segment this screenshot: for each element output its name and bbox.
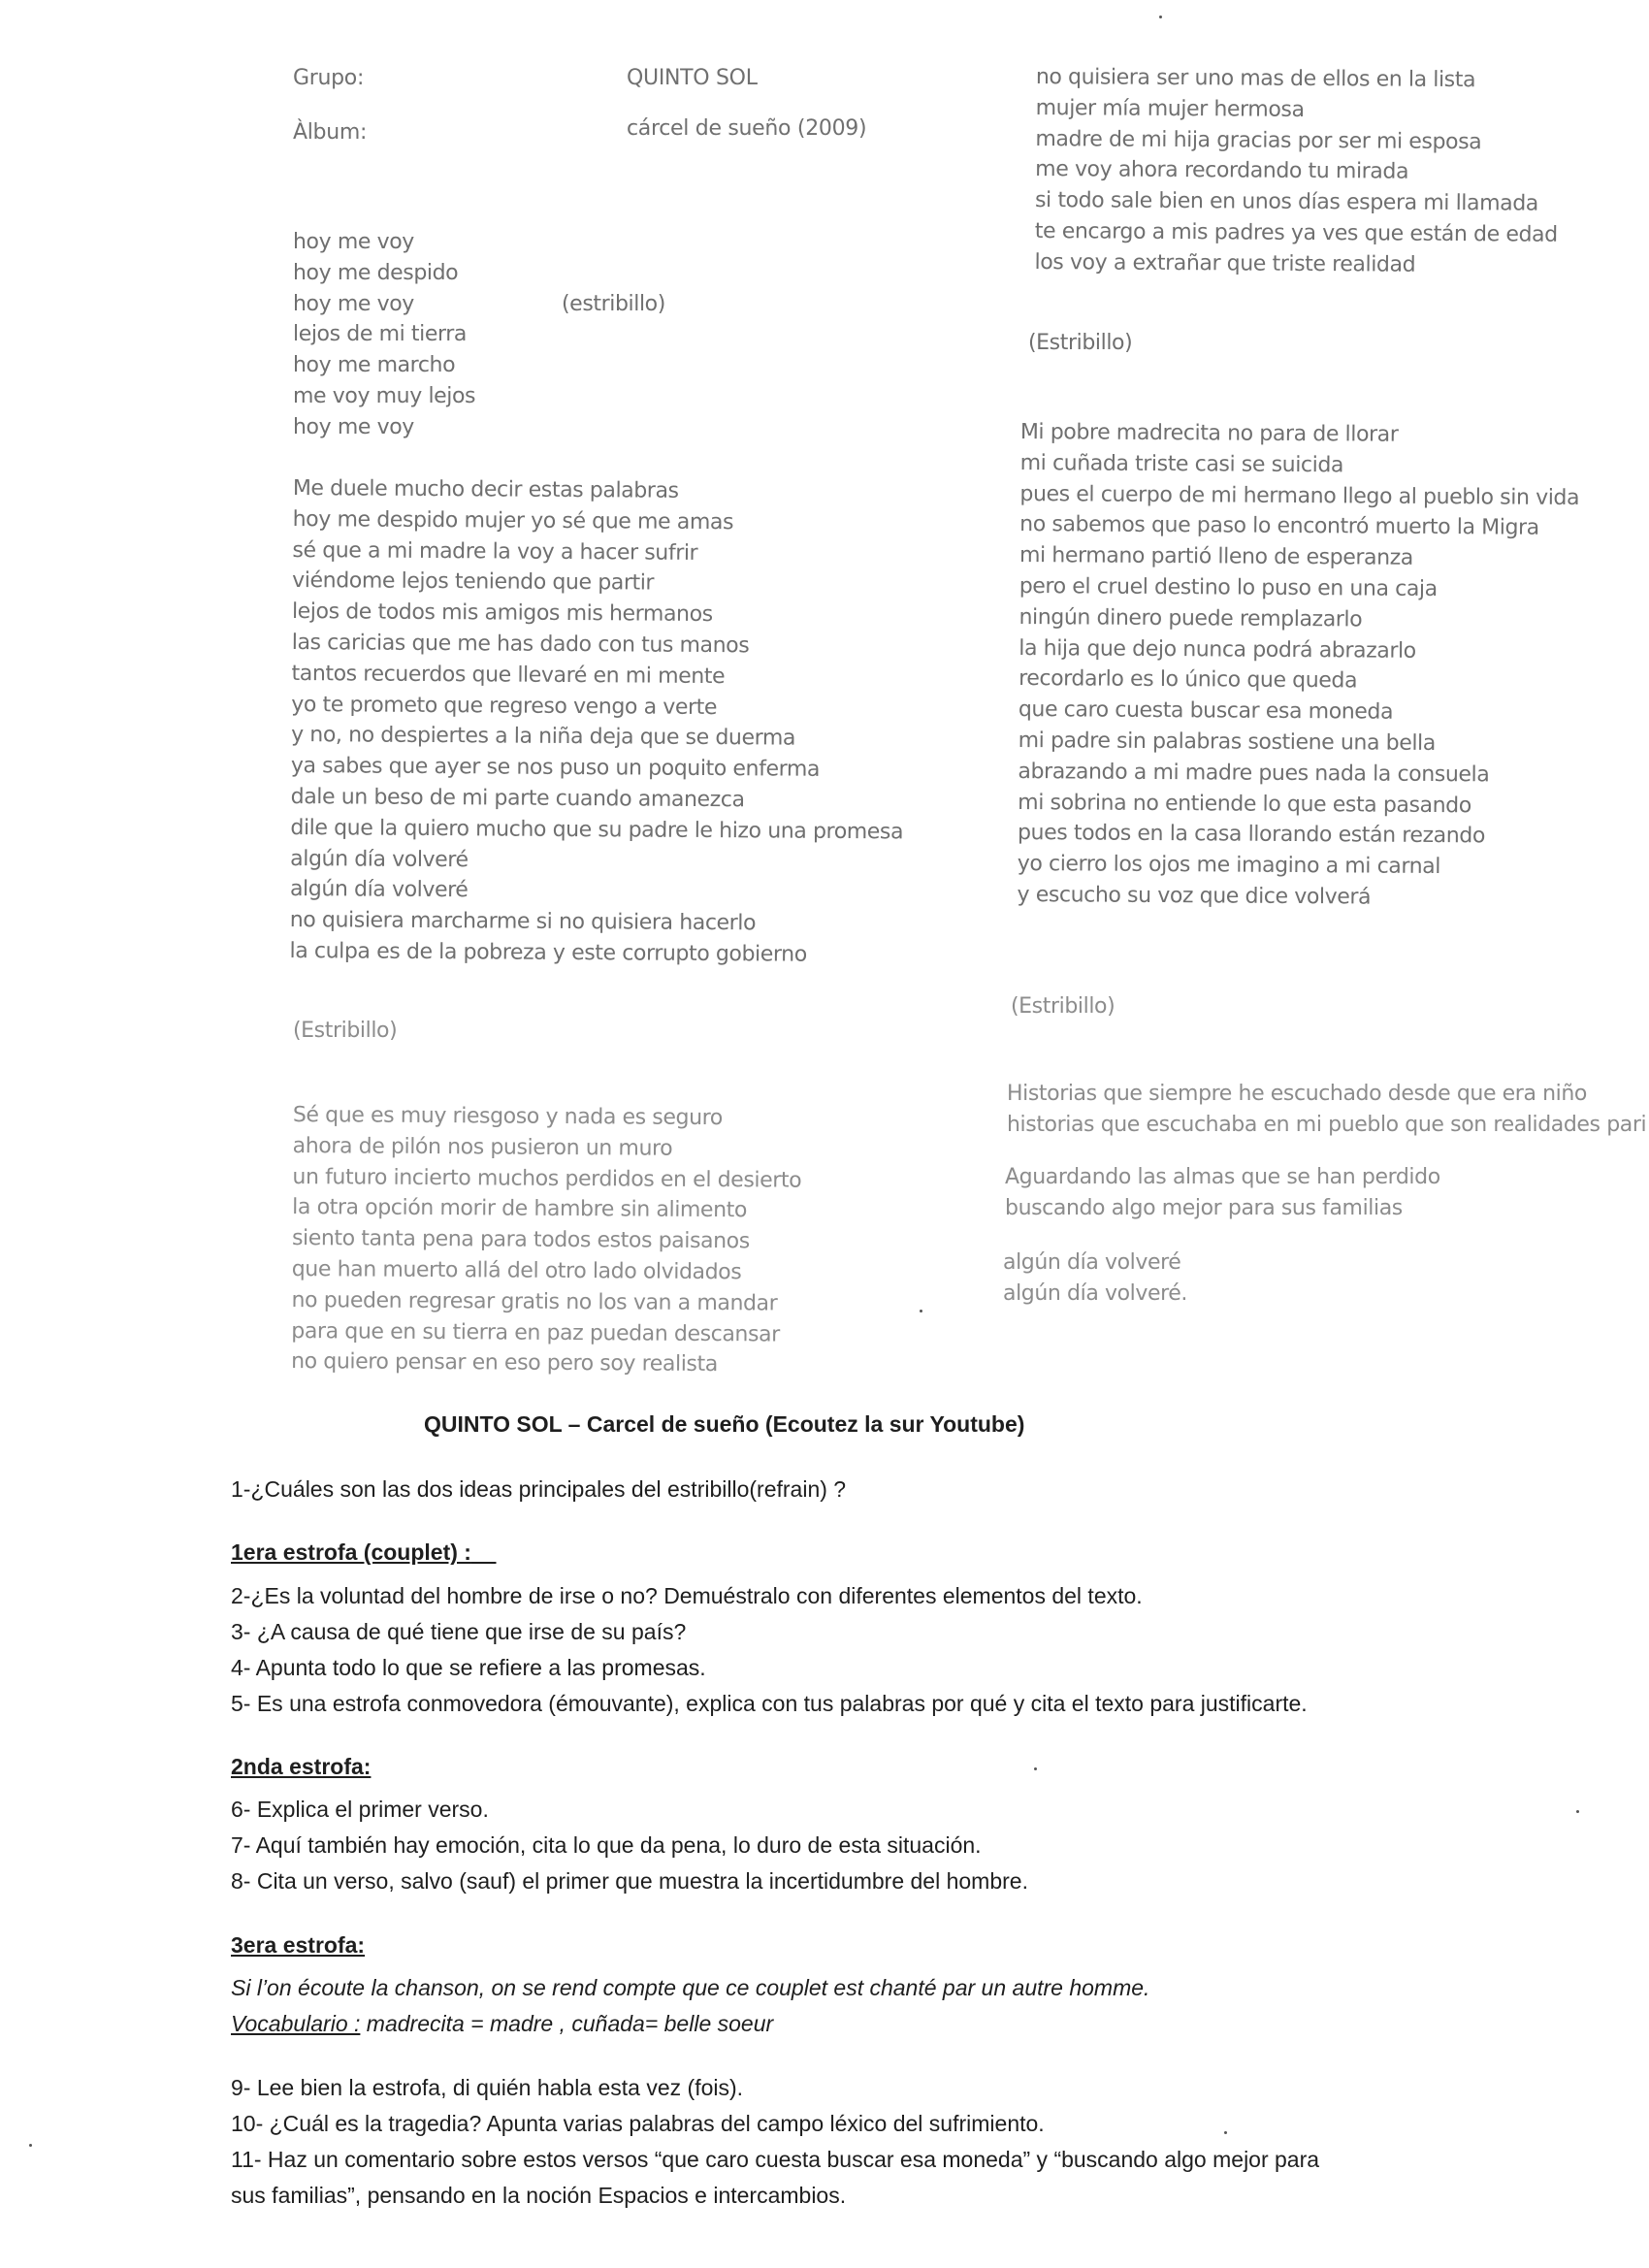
chorus-note xyxy=(562,289,665,320)
chorus-ref-text: (Estribillo) xyxy=(1011,994,1116,1019)
verse2-cont-lines xyxy=(1034,62,1558,281)
chorus-line: hoy me voy xyxy=(293,414,414,439)
verse-line: buscando algo mejor para sus familias xyxy=(1005,1195,1403,1220)
chorus-ref-right-1 xyxy=(1028,328,1132,359)
verse-line: Historias que siempre he escuchado desde que era niño xyxy=(1007,1082,1587,1106)
chorus-line: hoy me marcho xyxy=(293,353,456,378)
chorus-line: hoy me voy xyxy=(293,230,414,254)
verse-line: Me duele mucho decir estas palabras xyxy=(292,475,679,503)
verse-line: mujer mía mujer hermosa xyxy=(1035,95,1305,122)
verse-line: las caricias que me has dado con tus manos xyxy=(291,630,750,659)
verse-line: para que en su tierra en paz puedan descansar xyxy=(291,1318,780,1347)
verse-line: Aguardando las almas que se han perdido xyxy=(1005,1165,1440,1189)
verse-line: pero el cruel destino lo puso en una caja xyxy=(1018,573,1438,601)
verse-line: yo cierro los ojos me imagino a mi carnal xyxy=(1017,852,1441,880)
verse-line: abrazando a mi madre pues nada la consuela xyxy=(1018,759,1490,788)
verse-line: ya sabes que ayer se nos puso un poquito enferma xyxy=(290,754,821,782)
verse-line: dile que la quiero mucho que su padre le hizo una promesa xyxy=(290,815,904,845)
verse3-lines xyxy=(1017,417,1579,915)
verse-line: no quisiera ser uno mas de ellos en la lista xyxy=(1035,64,1476,93)
verse-line: algún día volveré xyxy=(290,846,469,872)
verse-line: no sabemos que paso lo encontró muerto la Migra xyxy=(1019,512,1539,541)
verse-line: la otra opción morir de hambre sin alimento xyxy=(292,1195,748,1223)
chorus-line: lejos de mi tierra xyxy=(293,322,467,347)
verse-line: dale un beso de mi parte cuando amanezca xyxy=(290,784,745,813)
scan-speck xyxy=(1576,1810,1579,1813)
scan-speck xyxy=(1034,1767,1037,1770)
verse-line: viéndome lejos teniendo que partir xyxy=(292,568,655,596)
question-3: 3- ¿A causa de qué tiene que irse de su país? xyxy=(231,1619,687,1644)
verse-line: historias que escuchaba en mi pueblo que son realidades pari xyxy=(1007,1112,1647,1137)
verse-line: mi cuñada triste casi se suicida xyxy=(1019,450,1344,478)
section-heading-1 xyxy=(231,1539,497,1566)
chorus-ref-text: (Estribillo) xyxy=(293,1019,398,1043)
question-1: 1-¿Cuáles son las dos ideas principales del estribillo(refrain) ? xyxy=(231,1476,847,1502)
verse-line: algún día volveré xyxy=(289,877,469,903)
verse-line: los voy a extrañar que triste realidad xyxy=(1034,249,1416,277)
verse-line: algún día volveré xyxy=(1003,1250,1181,1275)
verse-line: la culpa es de la pobreza y este corrupto gobierno xyxy=(289,938,807,967)
album-label: Àlbum: xyxy=(293,120,368,145)
chorus-ref-right-2 xyxy=(1011,991,1115,1022)
verse-line: Mi pobre madrecita no para de llorar xyxy=(1019,419,1399,447)
vocabulary-line xyxy=(231,2011,773,2037)
verse-line: no quisiera marcharme si no quisiera hacerlo xyxy=(289,908,757,936)
verse-line: si todo sale bien en unos días espera mi llamada xyxy=(1034,188,1539,216)
verse-line: me voy ahora recordando tu mirada xyxy=(1035,157,1409,185)
verse-line: madre de mi hija gracias por ser mi esposa xyxy=(1035,126,1482,154)
question-10: 10- ¿Cuál es la tragedia? Apunta varias palabras del campo léxico del sufrimiento. xyxy=(231,2111,1045,2136)
section-heading-3: 3era estrofa: xyxy=(231,1932,366,1958)
section-heading-1-text: 1era estrofa (couplet) : xyxy=(231,1539,471,1565)
verse-line: ahora de pilón nos pusieron un muro xyxy=(292,1133,673,1161)
verse-line: sé que a mi madre la voy a hacer sufrir xyxy=(292,537,698,566)
verse-line: y escucho su voz que dice volverá xyxy=(1017,882,1372,910)
chorus-note-text: (estribillo) xyxy=(562,292,665,316)
verse-line: un futuro incierto muchos perdidos en el desierto xyxy=(292,1164,802,1193)
verse-line: yo te prometo que regreso vengo a verte xyxy=(291,692,718,720)
chorus-ref-text: (Estribillo) xyxy=(1028,331,1133,355)
verse-line: y no, no despiertes a la niña deja que se duerma xyxy=(291,723,796,751)
verse-line: la hija que dejo nunca podrá abrazarlo xyxy=(1018,635,1416,664)
group-label: Grupo: xyxy=(293,66,365,90)
question-11-line-1: 11- Haz un comentario sobre estos versos “que caro cuesta buscar esa moneda” y “buscando algo mejor para xyxy=(231,2147,1320,2172)
verse-line: tantos recuerdos que llevaré en mi mente xyxy=(291,661,726,689)
verse-line: mi sobrina no entiende lo que esta pasando xyxy=(1018,790,1471,818)
verse-line: que caro cuesta buscar esa moneda xyxy=(1018,697,1394,725)
question-9: 9- Lee bien la estrofa, di quién habla esta vez (fois). xyxy=(231,2075,744,2100)
question-11-line-2: sus familias”, pensando en la noción Espacios e intercambios. xyxy=(231,2183,847,2208)
outro-lines-b xyxy=(1005,1162,1440,1224)
verse-line: ningún dinero puede remplazarlo xyxy=(1018,604,1363,632)
verse-line: mi hermano partió lleno de esperanza xyxy=(1018,543,1414,571)
verse-line: recordarlo es lo único que queda xyxy=(1018,666,1358,694)
album-value: cárcel de sueño (2009) xyxy=(627,116,867,141)
scan-speck xyxy=(1224,2131,1227,2134)
question-4: 4- Apunta todo lo que se refiere a las promesas. xyxy=(231,1655,706,1680)
verse-line: pues el cuerpo de mi hermano llego al pueblo sin vida xyxy=(1019,481,1580,510)
verse-line: hoy me despido mujer yo sé que me amas xyxy=(292,506,734,535)
verse-line: no quiero pensar en eso pero soy realista xyxy=(291,1349,718,1377)
chorus-line: hoy me despido xyxy=(293,260,459,285)
scan-speck xyxy=(920,1310,922,1312)
chorus-ref-left xyxy=(293,1016,397,1047)
verse-line: pues todos en la casa llorando están rezando xyxy=(1017,821,1486,849)
question-2: 2-¿Es la voluntad del hombre de irse o no? Demuéstralo con diferentes elementos del texto. xyxy=(231,1583,1143,1608)
section-heading-2: 2nda estrofa: xyxy=(231,1754,372,1779)
vocabulary-text: madrecita = madre , cuñada= belle soeur xyxy=(360,2011,774,2036)
verse-line: te encargo a mis padres ya ves que están de edad xyxy=(1034,218,1558,247)
outro-lines-a xyxy=(1007,1079,1646,1141)
verse2-lines xyxy=(291,1100,802,1381)
question-5: 5- Es una estrofa conmovedora (émouvante), explica con tus palabras por qué y cita el texto para justificarte. xyxy=(231,1691,1308,1716)
outro-lines-c xyxy=(1003,1247,1187,1310)
scan-speck xyxy=(1159,16,1162,18)
chorus-lines xyxy=(293,227,475,443)
verse-line: siento tanta pena para todos estos paisanos xyxy=(291,1226,750,1254)
verse-line: que han muerto allá del otro lado olvidados xyxy=(291,1256,742,1285)
verse1-lines xyxy=(289,473,905,971)
question-6: 6- Explica el primer verso. xyxy=(231,1797,489,1822)
question-8: 8- Cita un verso, salvo (sauf) el primer que muestra la incertidumbre del hombre. xyxy=(231,1868,1028,1894)
group-value: QUINTO SOL xyxy=(627,66,758,90)
verse-line: no pueden regresar gratis no los van a mandar xyxy=(291,1287,778,1316)
verse-line: mi padre sin palabras sostiene una bella xyxy=(1018,728,1436,756)
scan-speck xyxy=(29,2144,32,2147)
question-7: 7- Aquí también hay emoción, cita lo que da pena, lo duro de esta situación. xyxy=(231,1832,982,1858)
chorus-line: hoy me voy xyxy=(293,291,414,316)
section-3-note: Si l’on écoute la chanson, on se rend compte que ce couplet est chanté par un autre homme. xyxy=(231,1975,1150,2000)
verse-line: Sé que es muy riesgoso y nada es seguro xyxy=(292,1102,723,1131)
worksheet-title: QUINTO SOL – Carcel de sueño (Ecoutez la sur Youtube) xyxy=(424,1411,1025,1437)
chorus-line: me voy muy lejos xyxy=(293,383,476,408)
verse-line: algún día volveré. xyxy=(1003,1280,1188,1306)
verse-line: lejos de todos mis amigos mis hermanos xyxy=(291,599,713,628)
vocabulary-label: Vocabulario : xyxy=(231,2011,361,2036)
